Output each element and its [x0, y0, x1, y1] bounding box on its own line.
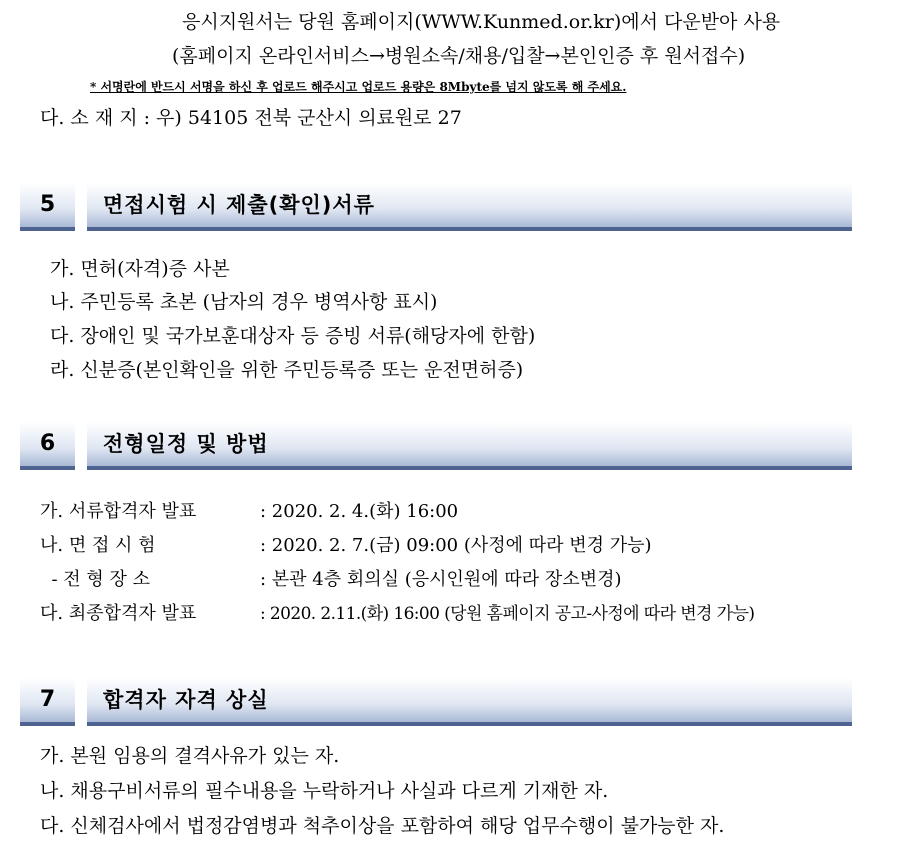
section-5-number: 5	[20, 183, 75, 231]
upload-note: * 서명란에 반드시 서명을 하신 후 업로드 해주시고 업로드 용량은 8Mbyte를 넘지 않도록 해 주세요.	[90, 80, 627, 94]
section-5-item: 나. 주민등록 초본 (남자의 경우 병역사항 표시)	[50, 291, 438, 313]
section-6-title-bar	[87, 422, 852, 470]
intro-line-1: 응시지원서는 당원 홈페이지(WWW.Kunmed.or.kr)에서 다운받아 사용	[182, 11, 781, 33]
section-5-item: 가. 면허(자격)증 사본	[50, 258, 230, 280]
section-6-title: 전형일정 및 방법	[103, 432, 269, 456]
section-5-item: 다. 장애인 및 국가보훈대상자 등 증빙 서류(해당자에 한함)	[50, 325, 536, 347]
schedule-label: 다. 최종합격자 발표	[40, 603, 197, 624]
section-5-title-bar	[87, 183, 852, 231]
schedule-label: 나. 면 접 시 험	[40, 535, 156, 556]
section-7-item: 다. 신체검사에서 법정감염병과 척추이상을 포함하여 해당 업무수행이 불가능한 자.	[40, 815, 725, 837]
section-7-title-bar	[87, 678, 852, 726]
schedule-label: 가. 서류합격자 발표	[40, 501, 197, 522]
section-7-item: 나. 채용구비서류의 필수내용을 누락하거나 사실과 다르게 기재한 자.	[40, 780, 609, 802]
section-5-item: 라. 신분증(본인확인을 위한 주민등록증 또는 운전면허증)	[50, 359, 524, 381]
schedule-value: : 2020. 2. 7.(금) 09:00 (사정에 따라 변경 가능)	[260, 535, 652, 556]
schedule-value: : 2020. 2. 4.(화) 16:00	[260, 501, 459, 522]
section-5-header	[20, 183, 852, 231]
section-6-header	[20, 422, 852, 470]
schedule-value: : 본관 4층 회의실 (응시인원에 따라 장소변경)	[260, 569, 622, 590]
section-7-title: 합격자 자격 상실	[103, 688, 269, 712]
intro-line-2: (홈페이지 온라인서비스→병원소속/채용/입찰→본인인증 후 원서접수)	[172, 45, 746, 67]
section-7-header	[20, 678, 852, 726]
schedule-label: - 전 형 장 소	[40, 569, 150, 590]
section-5-title: 면접시험 시 제출(확인)서류	[103, 193, 375, 217]
section-7-number: 7	[20, 678, 75, 726]
section-6-number: 6	[20, 422, 75, 470]
section-7-item: 가. 본원 임용의 결격사유가 있는 자.	[40, 745, 340, 767]
address-line: 다. 소 재 지 : 우) 54105 전북 군산시 의료원로 27	[40, 107, 462, 129]
schedule-value: : 2020. 2.11.(화) 16:00 (당원 홈페이지 공고-사정에 따라 변경 가능)	[260, 604, 755, 624]
